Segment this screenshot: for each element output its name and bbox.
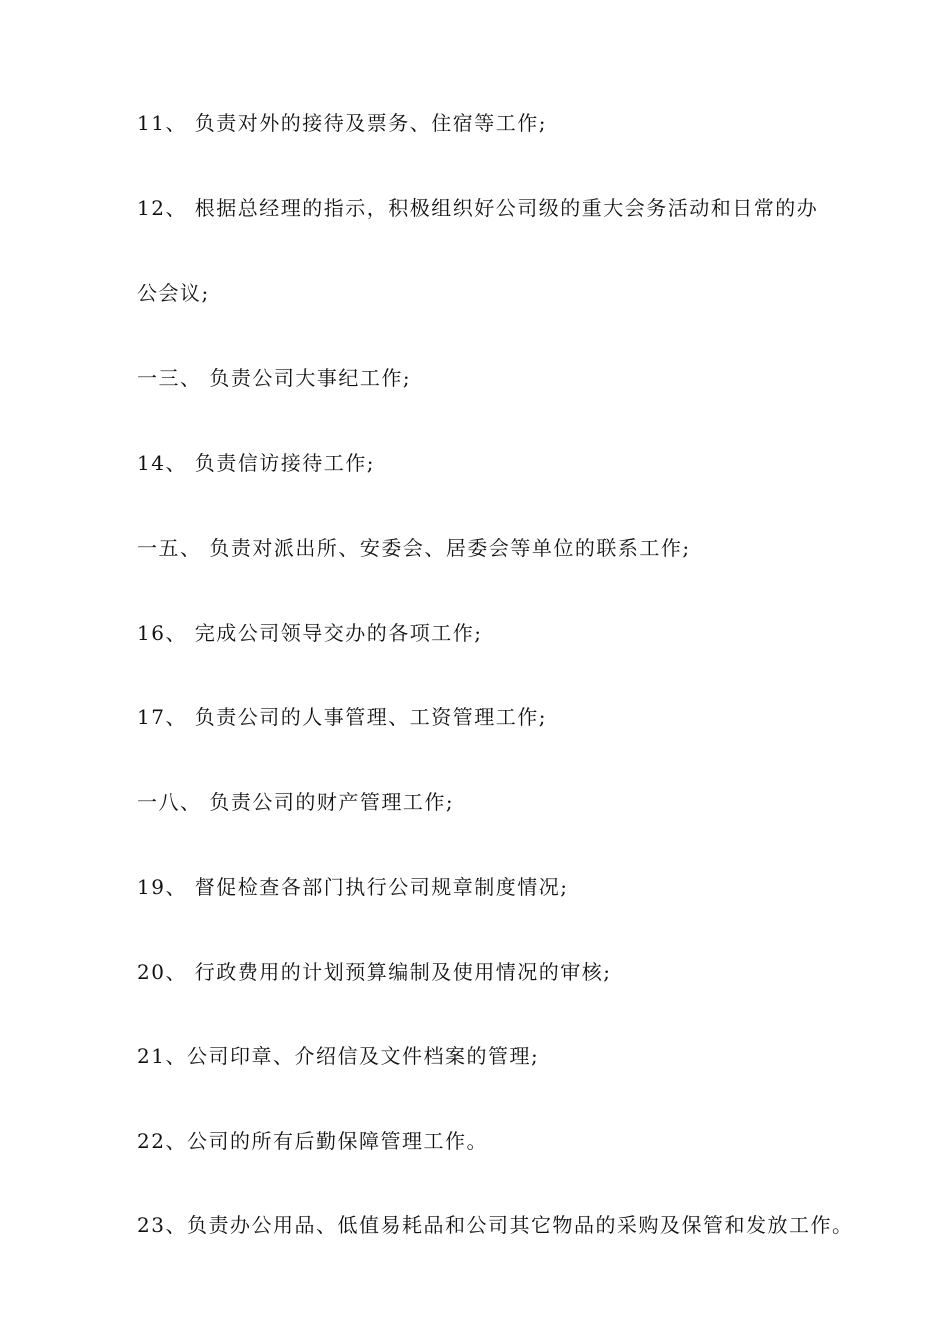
duty-item-20: 20、 行政费用的计划预算编制及使用情况的审核; bbox=[137, 960, 612, 984]
duty-item-23: 23、负责办公用品、低值易耗品和公司其它物品的采购及保管和发放工作。 bbox=[137, 1213, 854, 1237]
duty-item-13: 一三、 负责公司大事纪工作; bbox=[137, 366, 412, 390]
duty-item-21: 21、公司印章、介绍信及文件档案的管理; bbox=[137, 1044, 540, 1068]
duty-item-22: 22、公司的所有后勤保障管理工作。 bbox=[137, 1129, 488, 1153]
duty-item-16: 16、 完成公司领导交办的各项工作; bbox=[137, 621, 483, 645]
duty-item-11: 11、 负责对外的接待及票务、住宿等工作; bbox=[137, 111, 548, 135]
duty-item-17: 17、 负责公司的人事管理、工资管理工作; bbox=[137, 705, 548, 729]
duty-item-19: 19、 督促检查各部门执行公司规章制度情况; bbox=[137, 875, 569, 899]
duty-item-14: 14、 负责信访接待工作; bbox=[137, 451, 376, 475]
duty-item-18: 一八、 负责公司的财产管理工作; bbox=[137, 790, 455, 814]
duty-item-12: 12、 根据总经理的指示，积极组织好公司级的重大会务活动和日常的办 bbox=[137, 196, 819, 220]
duty-item-12-continuation: 公会议; bbox=[137, 281, 210, 305]
duty-item-15: 一五、 负责对派出所、安委会、居委会等单位的联系工作; bbox=[137, 536, 691, 560]
